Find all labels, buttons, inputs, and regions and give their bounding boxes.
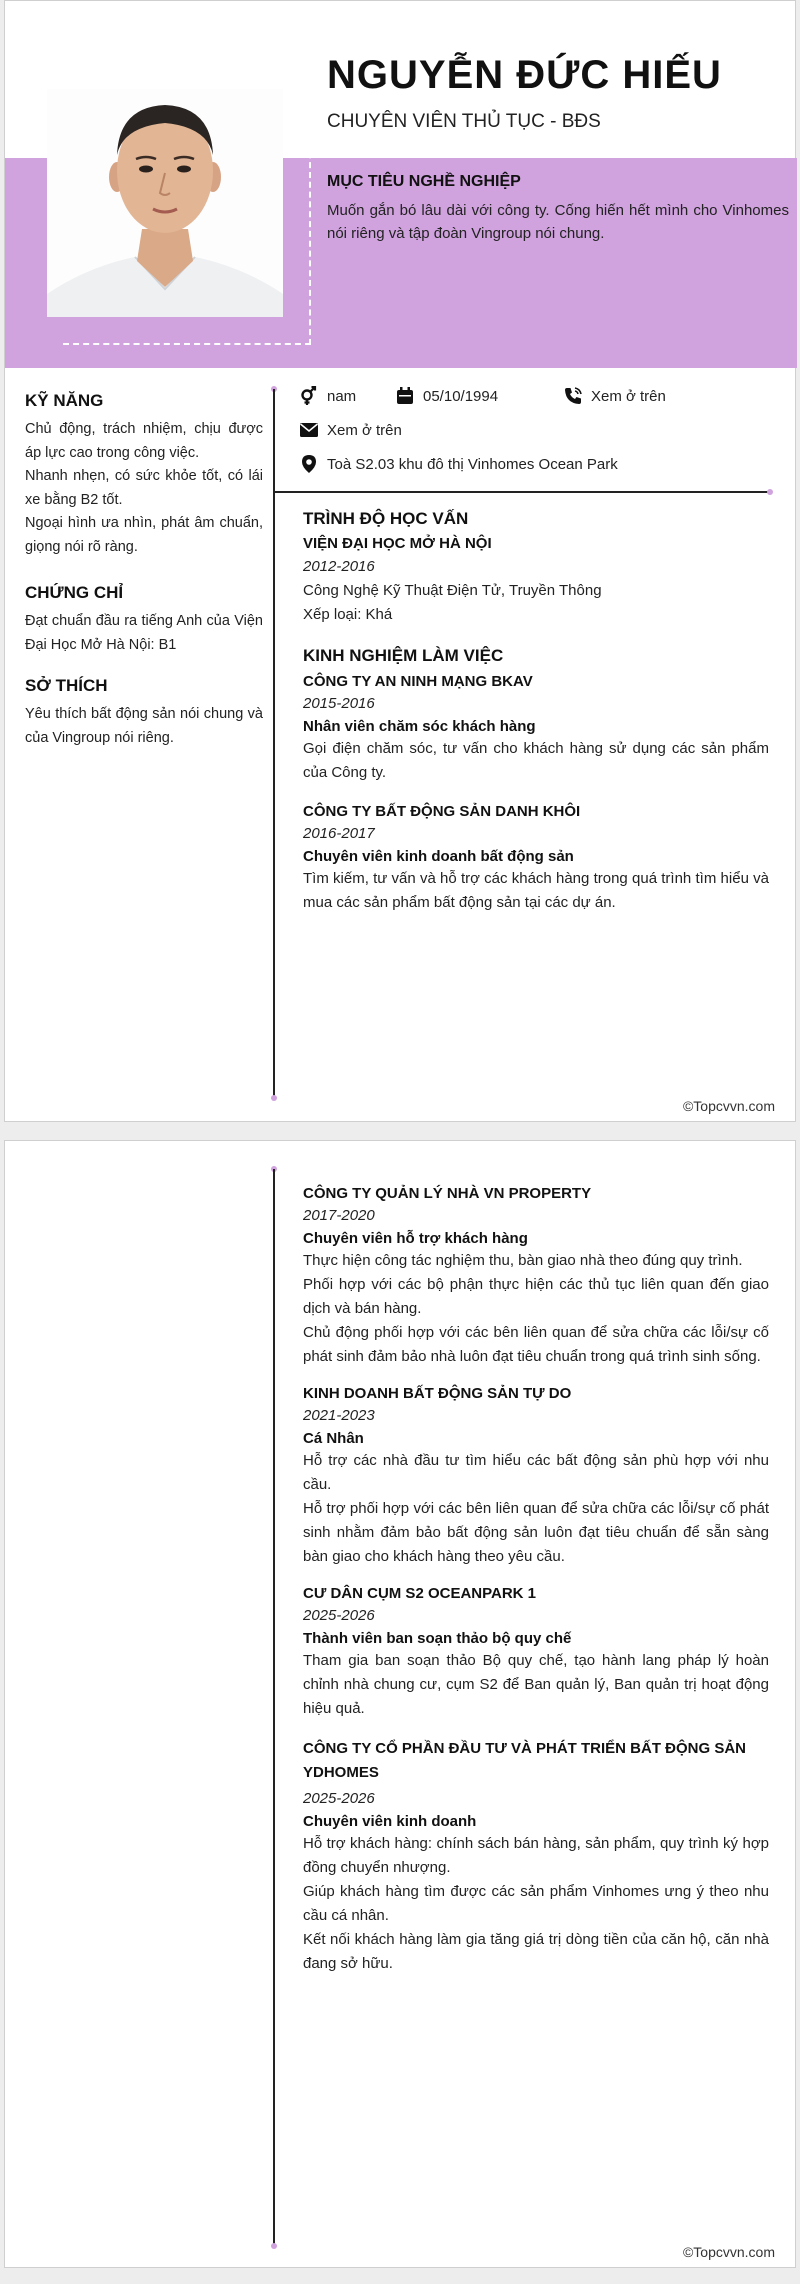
hobbies-text: Yêu thích bất động sản nói chung và của Vingroup nói riêng. [25, 706, 263, 746]
job-entry [303, 803, 769, 915]
job-role: Thành viên ban soạn thảo bộ quy chế [303, 1630, 572, 1647]
job-detail: Thực hiện công tác nghiệm thu, bàn giao nhà theo đúng quy trình. [303, 1252, 743, 1269]
hobbies-heading: SỞ THÍCH [25, 676, 108, 695]
experience-continued [303, 1185, 769, 1976]
birthday-info [395, 386, 498, 406]
certificates-text: Đạt chuẩn đầu ra tiếng Anh của Viện Đại Học Mở Hà Nội: B1 [25, 613, 263, 653]
education-grade: Xếp loại: Khá [303, 606, 393, 623]
job-years: 2017-2020 [303, 1207, 375, 1224]
job-detail: Gọi điện chăm sóc, tư vấn cho khách hàng sử dụng các sản phẩm của Công ty. [303, 740, 769, 781]
job-role: Chuyên viên kinh doanh [303, 1813, 477, 1830]
profile-photo [47, 89, 283, 317]
job-detail: Hỗ trợ phối hợp với các bên liên quan để sửa chữa các lỗi/sự cố phát sinh nhằm đảm bảo bất động sản luôn đạt tiêu chuẩn để sẵn sàng bàn giao cho khách hàng theo yêu cầu. [303, 1500, 769, 1565]
gender-info [299, 386, 356, 406]
divider-dot [767, 489, 773, 495]
job-company: CÔNG TY BẤT ĐỘNG SẢN DANH KHÔI [303, 803, 581, 820]
job-detail: Giúp khách hàng tìm được các sản phẩm Vinhomes ưng ý theo nhu cầu cá nhân. [303, 1883, 769, 1924]
job-detail: Tham gia ban soạn thảo Bộ quy chế, tạo hành lang pháp lý hoàn chỉnh nhà chung cư, cụm S2 để Ban quản lý, Ban quản trị hoạt động hiệu quả. [303, 1652, 769, 1717]
gender-value: nam [327, 387, 357, 405]
skills-section [25, 391, 263, 559]
location-pin-icon [299, 454, 319, 474]
phone-value: Xem ở trên [591, 387, 666, 405]
job-detail: Hỗ trợ khách hàng: chính sách bán hàng, sản phẩm, quy trình ký hợp đồng chuyển nhượng. [303, 1835, 769, 1876]
job-years: 2025-2026 [303, 1790, 375, 1807]
skill-item: Chủ động, trách nhiệm, chịu được áp lực cao trong công việc. [25, 421, 263, 461]
job-detail: Chủ động phối hợp với các bên liên quan để sửa chữa các lỗi/sự cố phát sinh đảm bảo nhà luôn đạt tiêu chuẩn trong quá trình sinh sống. [303, 1324, 769, 1365]
experience-section [303, 646, 769, 915]
job-entry [303, 1585, 769, 1721]
job-entry [303, 1385, 769, 1569]
job-years: 2021-2023 [303, 1407, 375, 1424]
job-years: 2025-2026 [303, 1607, 375, 1624]
job-role: Chuyên viên hỗ trợ khách hàng [303, 1230, 528, 1247]
address-value: Toà S2.03 khu đô thị Vinhomes Ocean Park [327, 455, 618, 473]
phone-icon [563, 386, 583, 406]
job-role: Chuyên viên kinh doanh bất động sản [303, 848, 574, 865]
phone-info [563, 386, 666, 406]
job-detail: Hỗ trợ các nhà đầu tư tìm hiểu các bất động sản phù hợp với nhu cầu. [303, 1452, 769, 1493]
education-heading: TRÌNH ĐỘ HỌC VẤN [303, 509, 469, 528]
experience-heading: KINH NGHIỆM LÀM VIỆC [303, 646, 504, 665]
timeline-line [273, 389, 275, 1099]
calendar-icon [395, 386, 415, 406]
timeline-dot [271, 1095, 277, 1101]
footer-brand: ©Topcvvn.com [682, 2244, 775, 2260]
candidate-title: CHUYÊN VIÊN THỦ TỤC - BĐS [327, 111, 601, 132]
job-detail: Phối hợp với các bộ phận thực hiện các thủ tục liên quan đến giao dịch và bán hàng. [303, 1276, 769, 1317]
certificates-heading: CHỨNG CHỈ [25, 583, 124, 602]
email-info [299, 420, 402, 440]
address-info [299, 454, 618, 474]
job-entry [303, 1737, 769, 1976]
footer-brand: ©Topcvvn.com [682, 1098, 775, 1114]
education-major: Công Nghệ Kỹ Thuật Điện Tử, Truyền Thông [303, 582, 602, 599]
contact-divider [273, 491, 769, 493]
certificates-section [25, 583, 263, 657]
cv-page-2 [4, 1140, 796, 2268]
job-company: CÔNG TY AN NINH MẠNG BKAV [303, 673, 533, 690]
job-detail: Tìm kiếm, tư vấn và hỗ trợ các khách hàng trong quá trình tìm hiểu và mua các sản phẩm bất động sản tại các dự án. [303, 870, 769, 911]
birthday-value: 05/10/1994 [423, 387, 499, 405]
job-detail: Kết nối khách hàng làm gia tăng giá trị dòng tiền của căn hộ, căn nhà đang sở hữu. [303, 1931, 769, 1972]
skills-heading: KỸ NĂNG [25, 391, 104, 410]
education-section [303, 509, 769, 627]
job-role: Cá Nhân [303, 1430, 364, 1447]
hobbies-section [25, 676, 263, 750]
skill-item: Nhanh nhẹn, có sức khỏe tốt, có lái xe bằng B2 tốt. [25, 468, 263, 508]
timeline-dot [271, 2243, 277, 2249]
email-value: Xem ở trên [327, 421, 402, 439]
job-company: KINH DOANH BẤT ĐỘNG SẢN TỰ DO [303, 1385, 572, 1402]
job-years: 2015-2016 [303, 695, 375, 712]
job-company: CƯ DÂN CỤM S2 OCEANPARK 1 [303, 1585, 537, 1602]
cv-page-1 [4, 0, 796, 1122]
school-name: VIỆN ĐẠI HỌC MỞ HÀ NỘI [303, 535, 492, 552]
timeline-line [273, 1169, 275, 2247]
job-entry [303, 673, 769, 785]
job-years: 2016-2017 [303, 825, 375, 842]
envelope-icon [299, 420, 319, 440]
job-role: Nhân viên chăm sóc khách hàng [303, 718, 536, 735]
job-company: CÔNG TY CỔ PHẦN ĐẦU TƯ VÀ PHÁT TRIỂN BẤT ĐỘNG SẢN YDHOMES [303, 1740, 747, 1781]
objective-text: Muốn gắn bó lâu dài với công ty. Cống hiến hết mình cho Vinhomes nói riêng và tập đoàn Vingroup nói chung. [327, 202, 789, 242]
job-company: CÔNG TY QUẢN LÝ NHÀ VN PROPERTY [303, 1185, 592, 1202]
education-years: 2012-2016 [303, 558, 375, 575]
candidate-name: NGUYỄN ĐỨC HIẾU [327, 53, 722, 97]
skill-item: Ngoại hình ưa nhìn, phát âm chuẩn, giọng nói rõ ràng. [25, 515, 263, 555]
gender-icon [299, 386, 319, 406]
objective-heading: MỤC TIÊU NGHỀ NGHIỆP [327, 173, 521, 190]
job-entry [303, 1185, 769, 1369]
